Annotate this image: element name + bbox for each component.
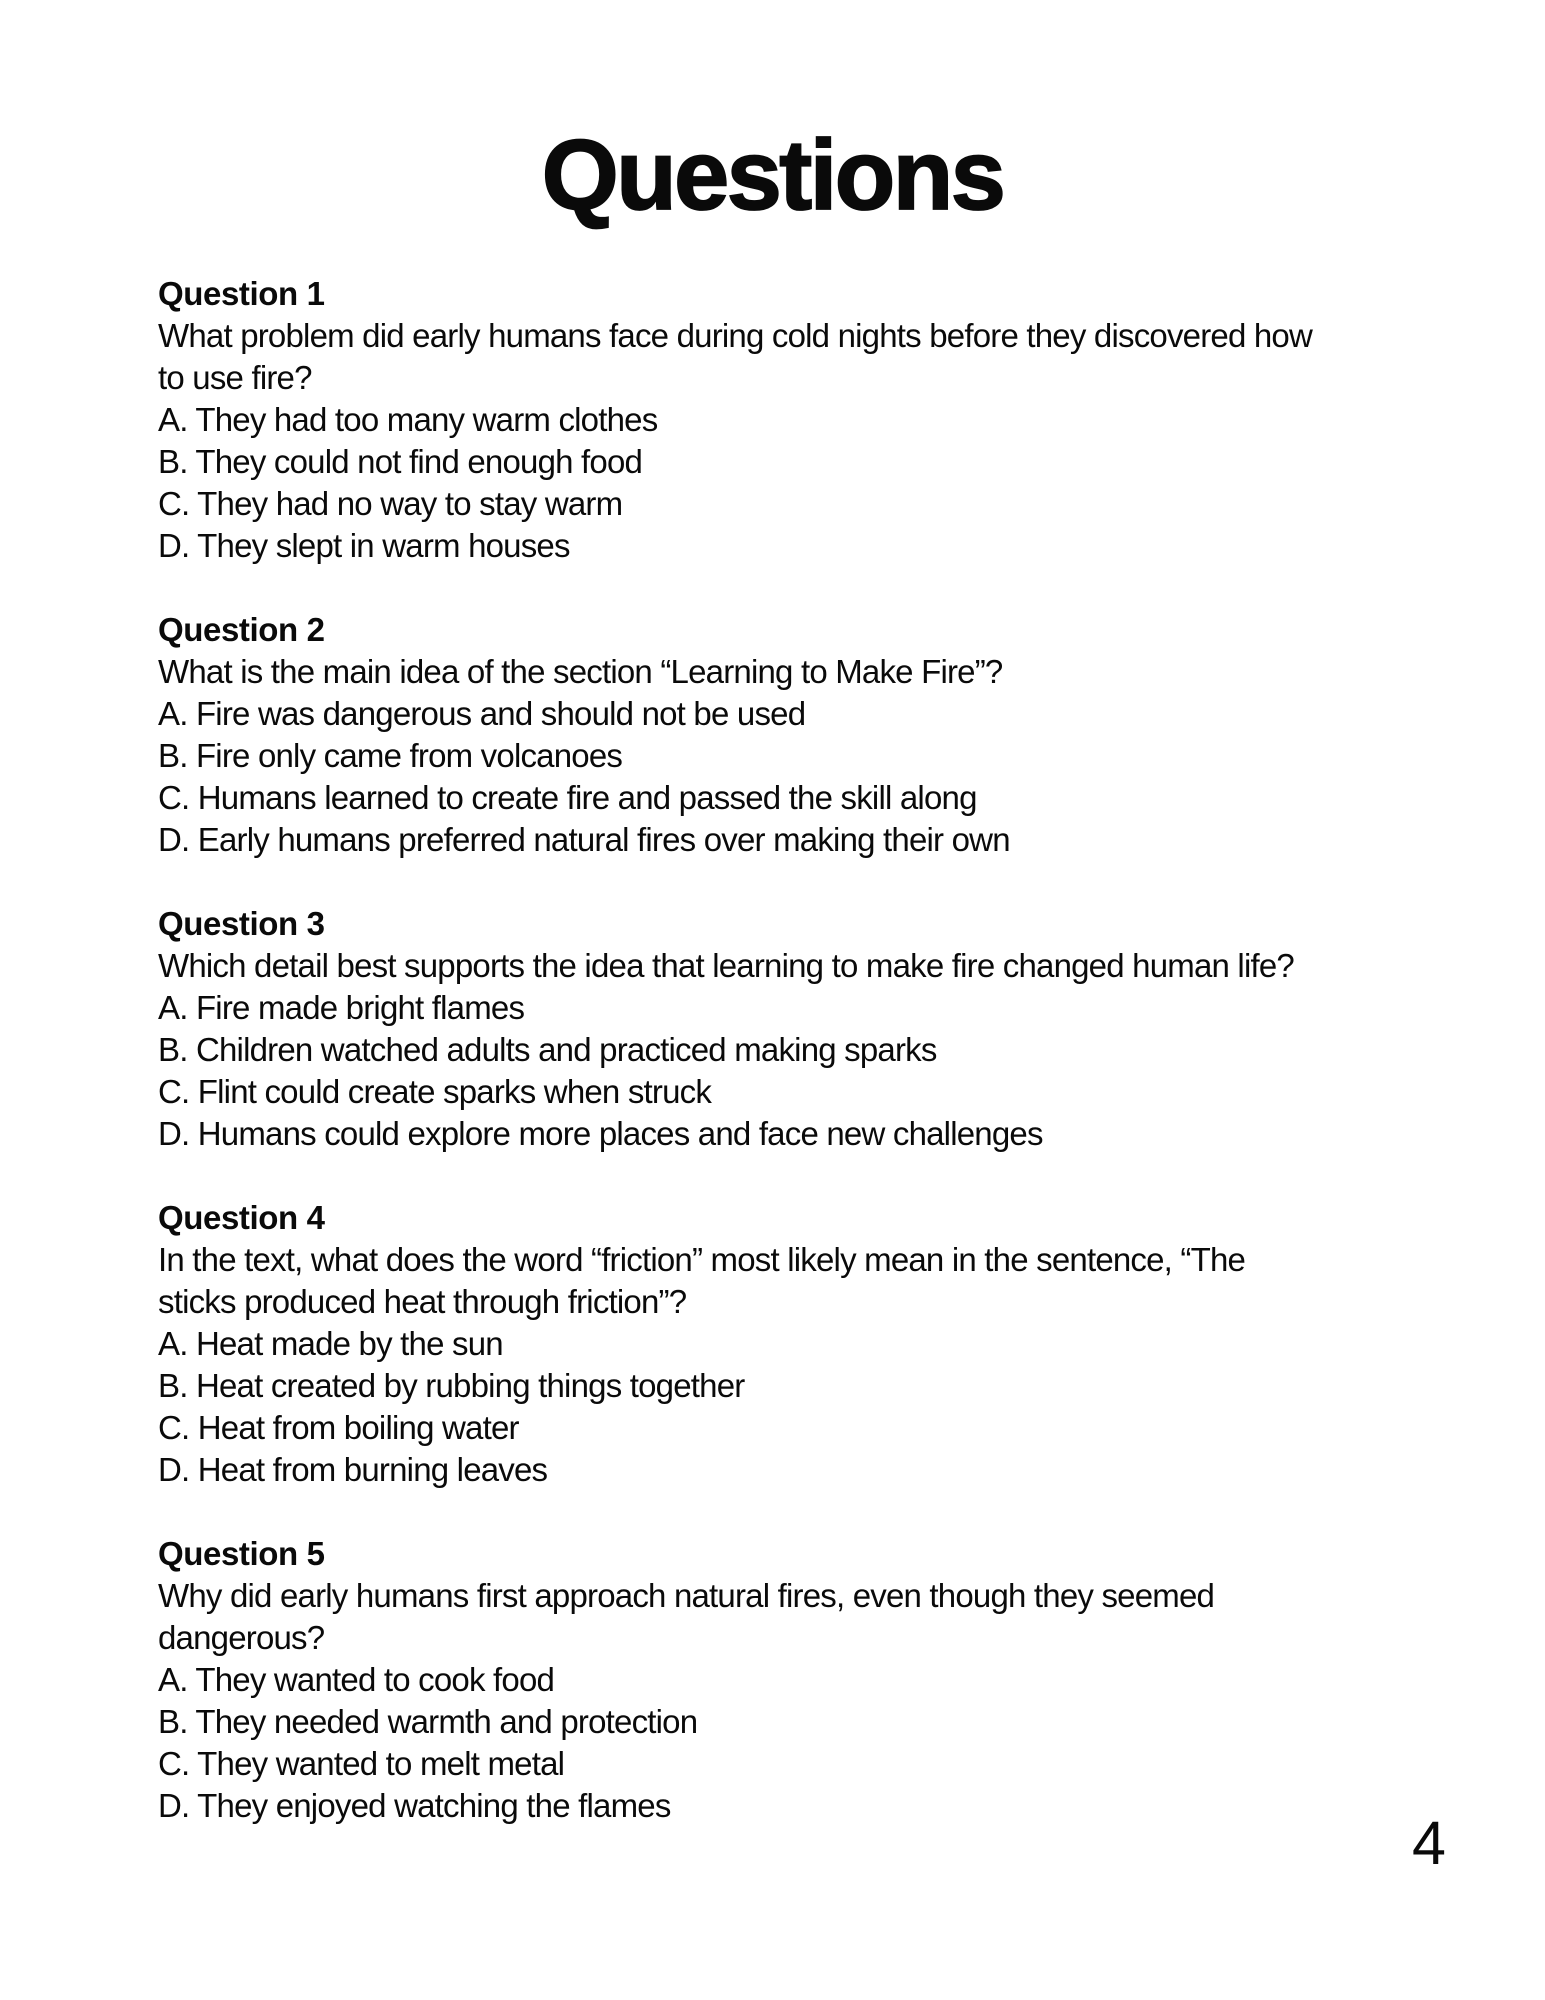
answer-option: B. They could not find enough food <box>158 443 643 480</box>
answer-option: A. They had too many warm clothes <box>158 401 658 438</box>
page-title: Questions <box>541 119 1004 230</box>
question-block-5 <box>158 1533 1418 1827</box>
question-block-2 <box>158 609 1418 861</box>
answer-option: D. Early humans preferred natural fires over making their own <box>158 821 1010 858</box>
answer-option: C. They wanted to melt metal <box>158 1745 565 1782</box>
answer-option: A. Heat made by the sun <box>158 1325 503 1362</box>
question-text-line: dangerous? <box>158 1619 325 1656</box>
question-block-4 <box>158 1197 1418 1491</box>
question-text-line: Why did early humans first approach natural fires, even though they seemed <box>158 1577 1215 1614</box>
question-text-line: What problem did early humans face during cold nights before they discovered how <box>158 317 1313 354</box>
question-label: Question 1 <box>158 275 325 312</box>
answer-option: D. Humans could explore more places and face new challenges <box>158 1115 1043 1152</box>
question-text-line: In the text, what does the word “friction” most likely mean in the sentence, “The <box>158 1241 1246 1278</box>
answer-option: C. Humans learned to create fire and passed the skill along <box>158 779 977 816</box>
question-text-line: sticks produced heat through friction”? <box>158 1283 687 1320</box>
answer-option: B. Children watched adults and practiced making sparks <box>158 1031 937 1068</box>
question-label: Question 2 <box>158 611 325 648</box>
question-label: Question 3 <box>158 905 325 942</box>
question-block-3 <box>158 903 1418 1155</box>
answer-option: D. They slept in warm houses <box>158 527 570 564</box>
answer-option: C. They had no way to stay warm <box>158 485 623 522</box>
answer-option: B. Fire only came from volcanoes <box>158 737 623 774</box>
answer-option: D. Heat from burning leaves <box>158 1451 548 1488</box>
answer-option: A. They wanted to cook food <box>158 1661 555 1698</box>
question-text-line: to use fire? <box>158 359 312 396</box>
answer-option: B. They needed warmth and protection <box>158 1703 698 1740</box>
question-text-line: What is the main idea of the section “Learning to Make Fire”? <box>158 653 1003 690</box>
answer-option: D. They enjoyed watching the flames <box>158 1787 671 1824</box>
question-label: Question 4 <box>158 1199 325 1236</box>
question-block-1 <box>158 273 1418 567</box>
question-text-line: Which detail best supports the idea that learning to make fire changed human life? <box>158 947 1294 984</box>
questions-list <box>158 273 1418 1869</box>
answer-option: B. Heat created by rubbing things together <box>158 1367 745 1404</box>
answer-option: A. Fire was dangerous and should not be used <box>158 695 806 732</box>
answer-option: A. Fire made bright flames <box>158 989 525 1026</box>
question-label: Question 5 <box>158 1535 325 1572</box>
answer-option: C. Heat from boiling water <box>158 1409 519 1446</box>
page-number: 4 <box>1412 1809 1446 1877</box>
answer-option: C. Flint could create sparks when struck <box>158 1073 712 1110</box>
